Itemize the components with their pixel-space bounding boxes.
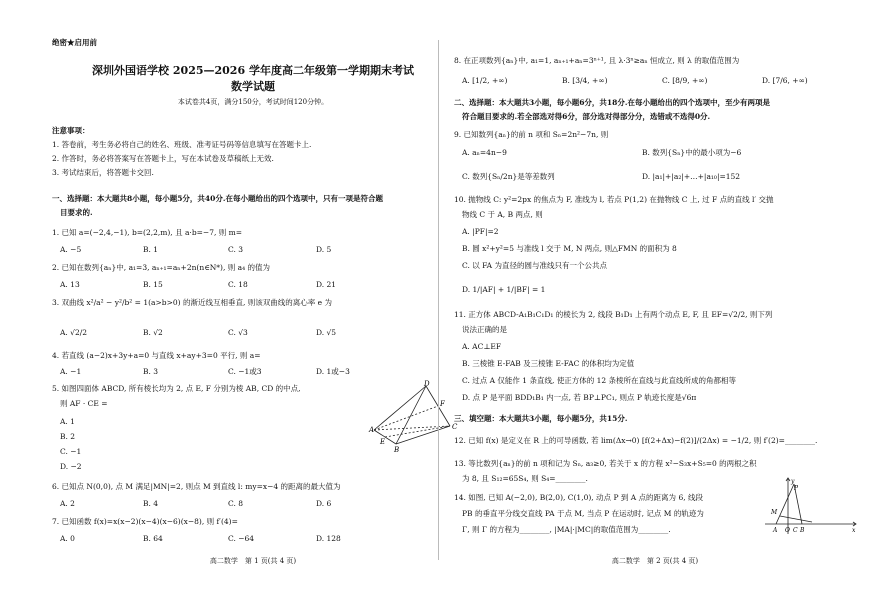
fig-label-b: B (394, 446, 400, 454)
q13-stem-cont: 为 8, 且 S₁₂=65S₄, 则 S₄=________. (462, 474, 588, 483)
q9-choice-b: B. 数列{Sₙ}中的最小项为−6 (642, 148, 742, 157)
q10-stem: 10. 抛物线 C: y²=2px 的焦点为 F, 准线为 l, 若点 P(1,2) 在抛物线 C 上, 过 F 点的直线 l′ 交抛 (454, 195, 774, 204)
q4-choice-b: B. 3 (143, 367, 159, 376)
q2-choice-a: A. 13 (60, 280, 80, 289)
q3-choice-b: B. √2 (143, 328, 163, 337)
q7-choice-b: B. 64 (143, 534, 163, 543)
fig-label-o: O (785, 527, 790, 534)
notice-item: 3. 考试结束后，将答题卡交回. (52, 168, 154, 177)
q1-stem: 1. 已知 a=(−2,4,−1), b=(2,2,m), 且 a·b=−7, 则 m= (52, 228, 243, 237)
q10-choice-a: A. |PF|=2 (462, 227, 499, 236)
q11-choice-b: B. 三棱锥 E-FAB 及三棱锥 E-FAC 的体积均为定值 (462, 359, 635, 368)
q1-choice-c: C. 3 (228, 245, 244, 254)
exam-title: 深圳外国语学校 2025—2026 学年度高二年级第一学期期末考试 (92, 64, 414, 77)
section1-heading: 一、选择题：本大题共8小题，每小题5分，共40分.在每小题给出的四个选项中，只有一项是符合题 (52, 194, 383, 203)
q11-choice-d: D. 点 P 是平面 BDD₁B₁ 内一点, 若 BP⊥PC₁, 则点 P 轨迹长度是√6π (462, 393, 697, 402)
q9-choice-c: C. 数列{Sₙ/2n}是等差数列 (462, 172, 555, 181)
q1-choice-a: A. −5 (60, 245, 82, 254)
q11-stem-cont: 说法正确的是 (462, 325, 507, 334)
q2-choice-d: D. 21 (316, 280, 337, 289)
q5-choice-d: D. −2 (60, 462, 82, 471)
q7-choice-c: C. −64 (228, 534, 255, 543)
q5-choice-a: A. 1 (60, 417, 75, 426)
q2-choice-b: B. 15 (143, 280, 163, 289)
q4-choice-a: A. −1 (60, 367, 82, 376)
q5-stem-cont: 则 AF · CE = (60, 399, 108, 408)
q10-choice-b: B. 圆 x²+y²=5 与准线 l 交于 M, N 两点, 则△FMN 的面积为 8 (462, 244, 677, 253)
q6-choice-c: C. 8 (228, 499, 244, 508)
q8-choice-a: A. [1/2, +∞) (462, 76, 508, 85)
q4-stem: 4. 若直线 (a−2)x+3y+a=0 与直线 x+ay+3=0 平行, 则 a= (52, 351, 261, 360)
column-divider (438, 40, 439, 560)
q13-stem: 13. 等比数列{aₙ}的前 n 项和记为 Sₙ, a₃≥0, 若关于 x 的方程 x²−S₃x+S₅=0 的两根之积 (454, 459, 757, 468)
q6-choice-b: B. 4 (143, 499, 159, 508)
section2-heading-cont: 符合题目要求的.若全部选对得6分，部分选对得部分分，选错或不选得0分. (462, 112, 711, 121)
q6-stem: 6. 已知点 N(0,0), 点 M 满足|MN|=2, 则点 M 到直线 l: my=x−4 的距离的最大值为 (52, 482, 341, 491)
page-footer-left: 高二数学 第 1 页(共 4 页) (209, 557, 297, 565)
fig-label-m: M (771, 509, 778, 516)
q3-choice-c: C. √3 (228, 328, 248, 337)
q12-stem: 12. 已知 f(x) 是定义在 R 上的可导函数, 若 lim(Δx→0) [f(2+Δx)−f(2)]/(2Δx) = −1/2, 则 f′(2)=________. (454, 436, 818, 445)
page-footer-right: 高二数学 第 2 页(共 4 页) (611, 557, 699, 565)
fig-label-e: E (380, 438, 386, 446)
section2-heading: 二、选择题：本大题共3小题，每小题6分，共18分.在每小题给出的四个选项中，至少有两项是 (454, 98, 770, 107)
q4-choice-c: C. −1或3 (228, 367, 262, 376)
q10-stem-cont: 物线 C 于 A, B 两点, 则 (462, 210, 543, 219)
q8-choice-b: B. [3/4, +∞) (562, 76, 608, 85)
q2-stem: 2. 已知在数列{aₙ}中, a₁=3, aₙ₊₁=aₙ+2n(n∈N*), 则 a₄ 的值为 (52, 263, 270, 272)
q9-stem: 9. 已知数列{aₙ}的前 n 项和 Sₙ=2n²−7n, 则 (454, 130, 609, 139)
fig-label-p: P (794, 485, 799, 492)
q1-choice-b: B. 1 (143, 245, 159, 254)
exam-info: 本试卷共4页，满分150分，考试时间120分钟。 (177, 98, 329, 106)
q9-choice-a: A. aₙ=4n−9 (462, 148, 507, 157)
notice-item: 2. 作答时，务必将答案写在答题卡上，写在本试卷及草稿纸上无效. (52, 154, 274, 163)
fig-label-b: B (800, 527, 805, 534)
q4-choice-d: D. 1或−3 (316, 367, 350, 376)
q1-choice-d: D. 5 (316, 245, 332, 254)
q11-choice-a: A. AC⊥EF (462, 342, 502, 351)
q3-choice-a: A. √2/2 (60, 328, 88, 337)
fig-label-d: D (424, 380, 430, 388)
q5-stem: 5. 如图四面体 ABCD, 所有棱长均为 2, 点 E, F 分别为棱 AB, CD 的中点, (52, 384, 301, 393)
q7-choice-d: D. 128 (316, 534, 341, 543)
q11-choice-c: C. 过点 A 仅能作 1 条直线, 使正方体的 12 条棱所在直线与此直线所成的角都相等 (462, 376, 737, 385)
fig-label-c: C (452, 423, 458, 431)
q9-choice-d: D. |a₁|+|a₂|+…+|a₁₀|=152 (642, 172, 741, 181)
fig-label-x: x (852, 527, 856, 534)
q11-stem: 11. 正方体 ABCD-A₁B₁C₁D₁ 的棱长为 2, 线段 B₁D₁ 上有两个动点 E, F, 且 EF=√2/2, 则下列 (454, 310, 773, 319)
q8-stem: 8. 在正项数列{aₙ}中, a₁=1, aₙ₊₁+aₙ=3ⁿ⁺¹, 且 λ·3ⁿ≥aₙ 恒成立, 则 λ 的取值范围为 (454, 56, 740, 65)
fig-label-a: A (773, 527, 778, 534)
q6-choice-a: A. 2 (60, 499, 75, 508)
q6-choice-d: D. 6 (316, 499, 332, 508)
q3-stem: 3. 双曲线 x²/a² − y²/b² = 1(a>b>0) 的渐近线互相垂直, 则该双曲线的离心率 e 为 (52, 298, 332, 307)
exam-subtitle: 数学试题 (231, 80, 275, 93)
q5-choice-b: B. 2 (60, 432, 76, 441)
fig-label-f: F (440, 400, 445, 408)
confidential-label: 绝密★启用前 (52, 38, 97, 47)
q2-choice-c: C. 18 (228, 280, 248, 289)
q3-choice-d: D. √5 (316, 328, 337, 337)
section3-heading: 三、填空题：本大题共3小题，每小题5分，共15分. (454, 414, 628, 423)
tetrahedron-figure (370, 380, 462, 452)
q7-choice-a: A. 0 (60, 534, 75, 543)
q10-choice-d: D. 1/|AF| + 1/|BF| = 1 (462, 285, 546, 294)
page-1 (48, 0, 458, 594)
q8-choice-c: C. [8/9, +∞) (662, 76, 708, 85)
q10-choice-c: C. 以 FA 为直径的圆与准线只有一个公共点 (462, 261, 607, 270)
q14-figure (760, 476, 860, 536)
fig-label-y: y (791, 478, 795, 485)
page-2 (450, 0, 860, 594)
q14-stem: 14. 如图, 已知 A(−2,0), B(2,0), C(1,0), 动点 P 到 A 点的距离为 6, 线段 (454, 493, 703, 502)
fig-label-c: C (793, 527, 798, 534)
q7-stem: 7. 已知函数 f(x)=x(x−2)(x−4)(x−6)(x−8), 则 f′(4)= (52, 517, 238, 526)
notice-heading: 注意事项： (52, 126, 90, 135)
notice-item: 1. 答卷前，考生务必将自己的姓名、班级、准考证号码等信息填写在答题卡上. (52, 140, 312, 149)
fig-label-a: A (369, 426, 375, 434)
q14-stem-cont2: Γ, 则 Γ 的方程为________, |MA|·|MC|的取值范围为________. (462, 525, 671, 534)
q8-choice-d: D. [7/6, +∞) (762, 76, 808, 85)
q14-stem-cont: PB 的垂直平分线交直线 PA 于点 M, 当点 P 在运动时, 记点 M 的轨迹为 (462, 509, 704, 518)
section1-heading-cont: 目要求的. (60, 208, 93, 217)
q5-choice-c: C. −1 (60, 447, 82, 456)
